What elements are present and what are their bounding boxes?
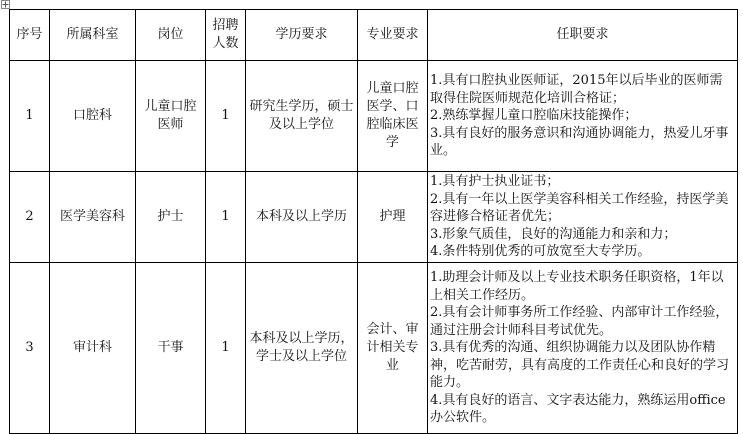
- cell-dept: 医学美容科: [50, 172, 136, 263]
- cell-requirements: [428, 61, 738, 172]
- header-position: 岗位: [136, 10, 206, 61]
- recruitment-table: [9, 9, 738, 434]
- header-education: 学历要求: [246, 10, 358, 61]
- requirement-line: 2.熟练掌握儿童口腔临床技能操作；: [430, 108, 638, 124]
- requirement-line: 4.具有良好的语言、文字表达能力，熟练运用office办公软件。: [430, 392, 726, 426]
- cell-position: 干事: [136, 263, 206, 434]
- table-anchor-icon[interactable]: [1, 0, 10, 9]
- requirement-line: 1.助理会计师及以上专业技术职务任职资格，1年以上相关工作经历。: [430, 270, 724, 303]
- requirement-line: 2.具有会计师事务所工作经验、内部审计工作经验，通过注册会计师科目考试优先。: [430, 305, 729, 338]
- header-dept: 所属科室: [50, 10, 136, 61]
- table-row: [10, 61, 738, 172]
- table-row: [10, 172, 738, 263]
- requirement-line: 1.具有口腔执业医师证，2015年以后毕业的医师需取得住院医师规范化培训合格证；: [430, 73, 723, 106]
- cell-major: 儿童口腔医学、口腔临床医学: [358, 61, 428, 172]
- cell-position: 儿童口腔医师: [136, 61, 206, 172]
- cell-requirements: [428, 263, 738, 434]
- cell-requirements: [428, 172, 738, 263]
- cell-education: 研究生学历，硕士及以上学位: [246, 61, 358, 172]
- cell-no: 2: [10, 172, 50, 263]
- requirement-line: 3.形象气质佳，良好的沟通能力和亲和力；: [430, 226, 677, 242]
- header-no: 序号: [10, 10, 50, 61]
- cell-major: 会计、审计相关专业: [358, 263, 428, 434]
- cell-count: 1: [206, 172, 246, 263]
- requirement-line: 3.具有优秀的沟通、组织协调能力以及团队协作精神，吃苦耐劳，具有高度的工作责任心和良好的学习能力。: [430, 340, 730, 391]
- cell-position: 护士: [136, 172, 206, 263]
- cell-dept: 审计科: [50, 263, 136, 434]
- cell-education: 本科及以上学历，学士及以上学位: [246, 263, 358, 434]
- header-requirements: 任职要求: [428, 10, 738, 61]
- table-row: [10, 263, 738, 434]
- header-major: 专业要求: [358, 10, 428, 61]
- cell-count: 1: [206, 263, 246, 434]
- header-row: [10, 10, 738, 61]
- requirement-line: 2.具有一年以上医学美容科相关工作经验，持医学美容进修合格证者优先；: [430, 191, 729, 225]
- cell-no: 3: [10, 263, 50, 434]
- header-count: 招聘人数: [206, 10, 246, 61]
- cell-count: 1: [206, 61, 246, 172]
- requirement-line: 1.具有护士执业证书；: [430, 174, 560, 190]
- requirement-line: 3.具有良好的服务意识和沟通协调能力，热爱儿牙事业。: [430, 125, 729, 159]
- cell-no: 1: [10, 61, 50, 172]
- cell-major: 护理: [358, 172, 428, 263]
- cell-dept: 口腔科: [50, 61, 136, 172]
- cell-education: 本科及以上学历: [246, 172, 358, 263]
- requirement-line: 4.条件特别优秀的可放宽至大专学历。: [430, 244, 651, 260]
